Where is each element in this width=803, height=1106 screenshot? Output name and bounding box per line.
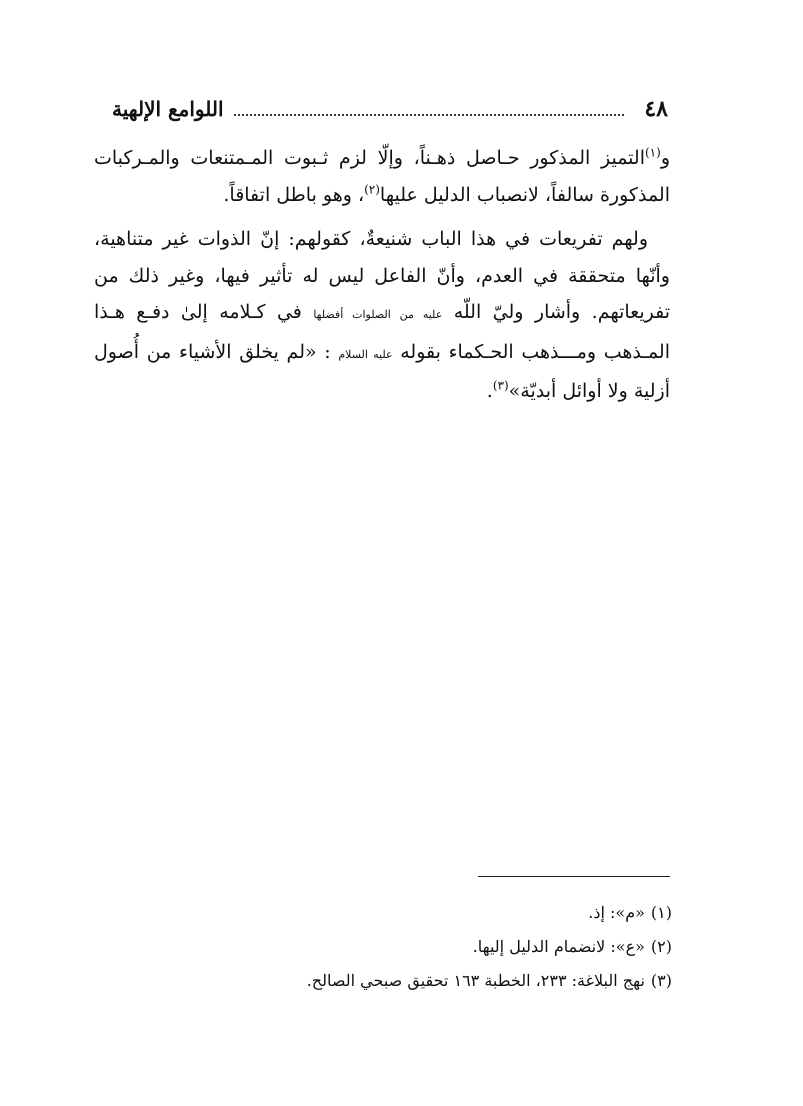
footnote-1 xyxy=(200,896,672,930)
footnote-ref-2: (٢) xyxy=(364,182,380,197)
p1-text-c: ، وهو باطل اتفاقاً. xyxy=(223,183,365,206)
footnote-2 xyxy=(200,930,672,964)
p1-text-a: و xyxy=(660,147,670,169)
footnote-text: «م»: إذ. xyxy=(588,903,645,922)
page-number: ٤٨ xyxy=(644,96,668,122)
running-title: اللوامع الإلهية xyxy=(112,97,224,121)
footnote-number: (٢) xyxy=(650,937,672,956)
footnote-separator xyxy=(478,876,670,877)
paragraph-2 xyxy=(94,221,670,410)
p2-text-b: في كـلامه إلىٰ دفـع هـذا المـذهب ومـــذهب الحـكماء بقوله xyxy=(94,301,671,363)
footnote-number: (١) xyxy=(650,903,672,922)
footnote-3 xyxy=(200,964,672,998)
footnote-text: «ع»: لانضمام الدليل إليها. xyxy=(472,937,645,956)
inline-blessing: عليه من الصلوات أفضلها xyxy=(313,308,443,321)
honorific-ligature: عليه السلام xyxy=(338,347,393,361)
footnote-ref-1: (١) xyxy=(644,145,661,160)
paragraph-1 xyxy=(94,140,670,213)
p2-text-a: ولهم تفريعات في هذا الباب شنيعةٌ، كقولهم: إنّ الذوات غير متناهية، وأنّها متحققة في العدم، وأنّ الفاعل ليس له تأثير فيها، وغير ذلك من تفريعاتهم. وأشار وليّ اللّه xyxy=(94,228,671,323)
p2-text-c: : «لم يخلق الأشياء من أُصول أزلية ولا أوائل أبديّة» xyxy=(94,340,670,402)
running-header xyxy=(112,92,668,126)
footnote-number: (٣) xyxy=(650,971,672,990)
p2-text-d: . xyxy=(486,380,493,402)
footnote-ref-3: (٣) xyxy=(492,378,509,393)
header-dot-leader xyxy=(234,114,625,116)
main-text xyxy=(94,140,670,410)
footnotes xyxy=(200,896,672,998)
p1-text-b: التميز المذكور حـاصل ذهـناً، وإلّا لزم ثـبوت المـمتنعات والمـركبات المذكورة سالفاً، لانصباب الدليل عليها xyxy=(94,147,670,206)
footnote-text: نهج البلاغة: ٢٣٣، الخطبة ١٦٣ تحقيق صبحي الصالح. xyxy=(306,971,645,990)
